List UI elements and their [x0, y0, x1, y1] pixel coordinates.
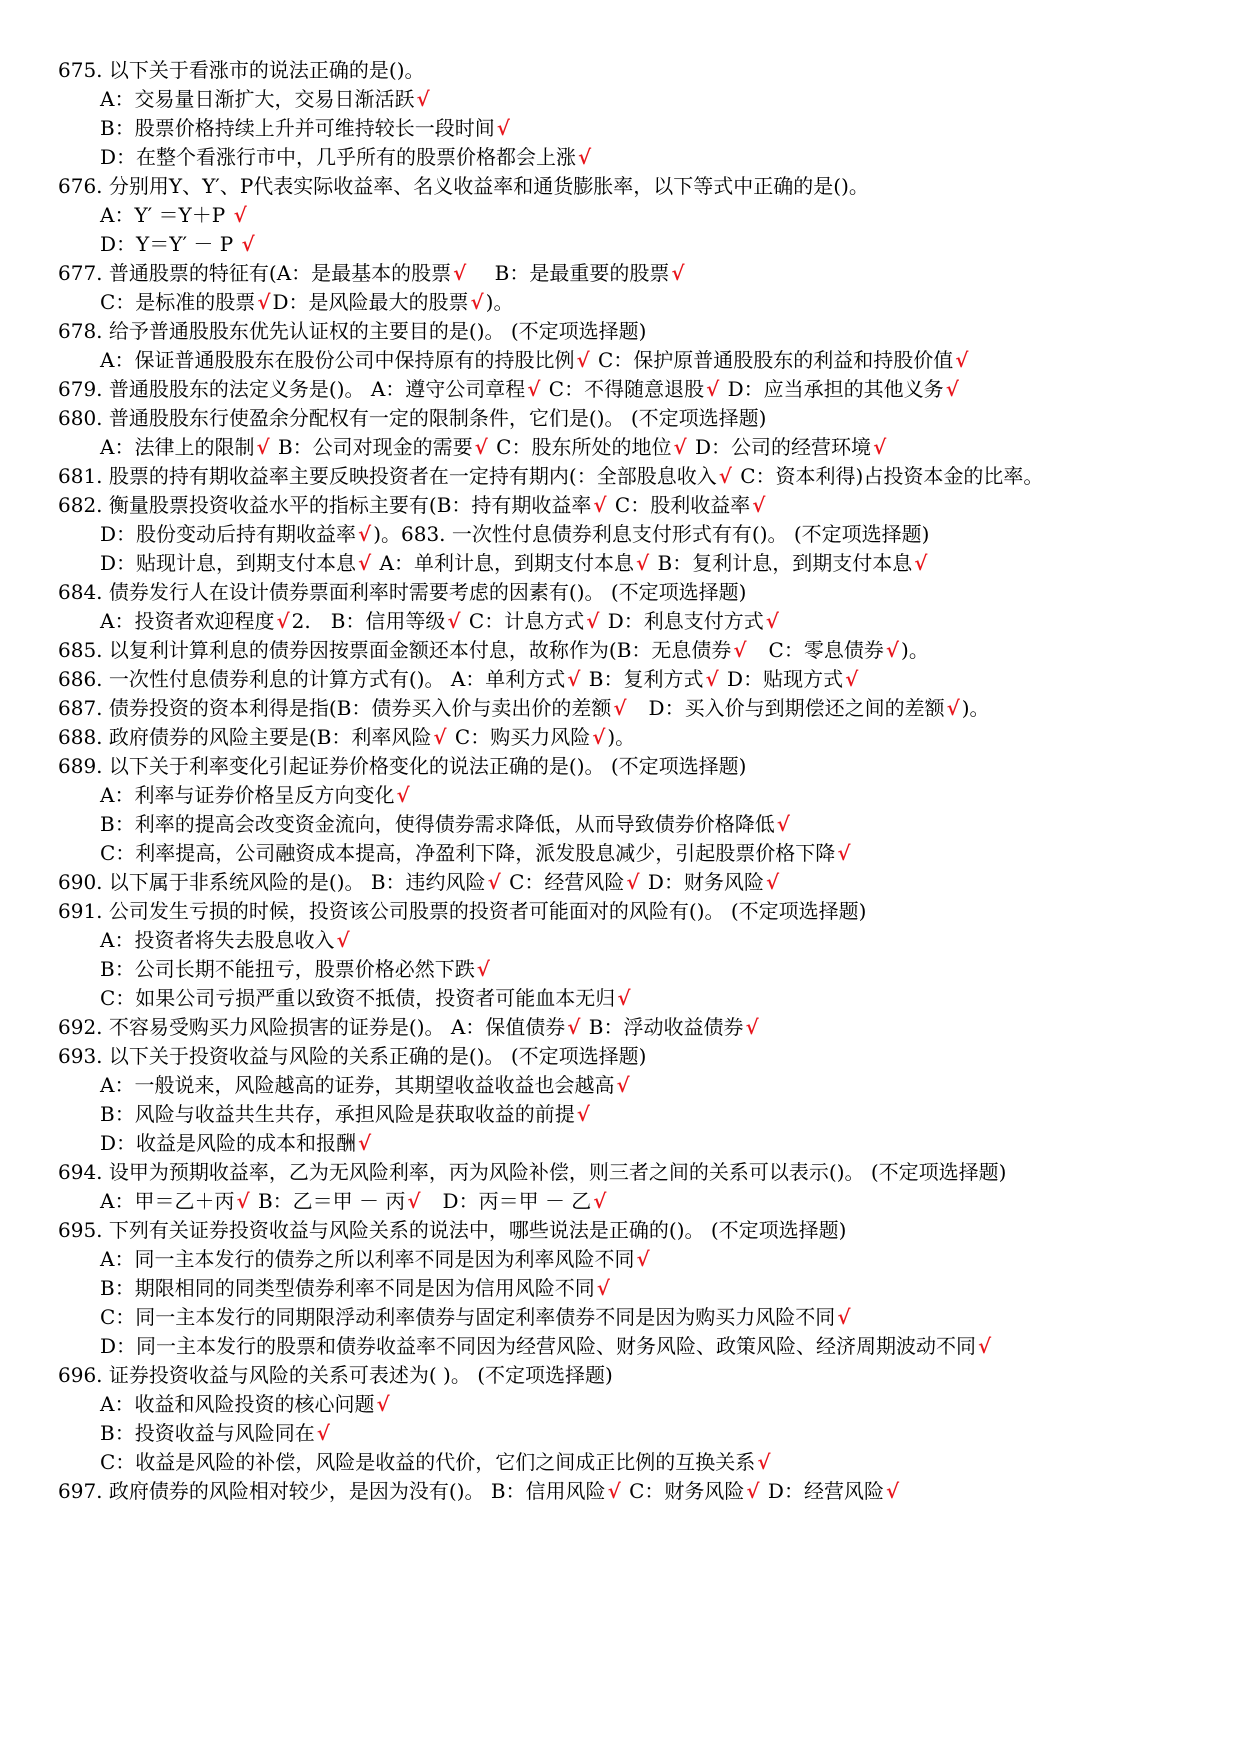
- text-segment: )。683. 一次性付息债券利息支付形式有有()。 (不定项选择题): [373, 522, 930, 546]
- checkmark-icon: √: [233, 203, 247, 227]
- text-segment: 682. 衡量股票投资收益水平的指标主要有(B：持有期收益率: [58, 493, 592, 517]
- checkmark-icon: √: [845, 667, 859, 691]
- checkmark-icon: √: [527, 377, 541, 401]
- checkmark-icon: √: [752, 493, 766, 517]
- text-segment: A：投资者欢迎程度: [100, 609, 275, 633]
- option-line: [100, 141, 593, 173]
- option-line: [100, 1243, 652, 1275]
- option-line: [100, 837, 852, 869]
- text-segment: 685. 以复利计算利息的债券因按票面金额还本付息，故称作为(B：无息债券: [58, 638, 732, 662]
- text-segment: C：如果公司亏损严重以致资不抵债，投资者可能血本无归: [100, 986, 616, 1010]
- question-line: [58, 692, 990, 724]
- checkmark-icon: √: [757, 1450, 771, 1474]
- checkmark-icon: √: [487, 870, 501, 894]
- question-line: [58, 257, 687, 289]
- checkmark-icon: √: [706, 377, 720, 401]
- option-line: [100, 518, 929, 550]
- text-segment: 676. 分别用Y、Y′、P代表实际收益率、名义收益率和通货膨胀率，以下等式中正确的是()。: [58, 174, 869, 198]
- checkmark-icon: √: [578, 145, 592, 169]
- text-segment: B：公司长期不能扭亏，股票价格必然下跌: [100, 957, 475, 981]
- text-segment: C：经营风险: [502, 870, 625, 894]
- text-segment: D：贴现方式: [720, 667, 844, 691]
- text-segment: C：利率提高，公司融资成本提高，净盈利下降，派发股息减少，引起股票价格下降: [100, 841, 836, 865]
- text-segment: B：复利计息，到期支付本息: [651, 551, 913, 575]
- checkmark-icon: √: [671, 261, 685, 285]
- text-segment: B：利率的提高会改变资金流向，使得债券需求降低，从而导致债券价格降低: [100, 812, 775, 836]
- text-segment: 684. 债券发行人在设计债券票面利率时需要考虑的因素有()。 (不定项选择题): [58, 580, 747, 604]
- text-segment: A：单利计息，到期支付本息: [373, 551, 635, 575]
- checkmark-icon: √: [593, 1189, 607, 1213]
- checkmark-icon: √: [407, 1189, 421, 1213]
- checkmark-icon: √: [885, 1479, 900, 1503]
- checkmark-icon: √: [607, 1479, 621, 1503]
- text-segment: 677. 普通股票的特征有(A：是最基本的股票: [58, 261, 452, 285]
- text-segment: B：风险与收益共生共存，承担风险是获取收益的前提: [100, 1102, 575, 1126]
- checkmark-icon: √: [626, 870, 640, 894]
- text-segment: C：同一主本发行的同期限浮动利率债券与固定利率债券不同是因为购买力风险不同: [100, 1305, 836, 1329]
- text-segment: )。: [607, 725, 636, 749]
- checkmark-icon: √: [476, 957, 490, 981]
- text-segment: C：股东所处的地位: [489, 435, 672, 459]
- option-line: [100, 1301, 852, 1333]
- option-line: [100, 1330, 993, 1362]
- text-segment: 2. B：信用等级: [291, 609, 446, 633]
- checkmark-icon: √: [946, 696, 960, 720]
- text-segment: C：购买力风险: [448, 725, 591, 749]
- text-segment: A：甲＝乙＋丙: [100, 1189, 235, 1213]
- text-segment: 686. 一次性付息债券利息的计算方式有()。 A：单利方式: [58, 667, 566, 691]
- text-segment: B：是最重要的股票: [468, 261, 670, 285]
- checkmark-icon: √: [316, 1421, 330, 1445]
- checkmark-icon: √: [978, 1334, 992, 1358]
- option-line: [100, 228, 257, 260]
- text-segment: 681. 股票的持有期收益率主要反映投资者在一定持有期内(：全部股息收入: [58, 464, 717, 488]
- text-segment: A：一般说来，风险越高的证券，其期望收益收益也会越高: [100, 1073, 615, 1097]
- question-line: [58, 460, 1043, 492]
- checkmark-icon: √: [336, 928, 350, 952]
- text-segment: 690. 以下属于非系统风险的是()。 B：违约风险: [58, 870, 486, 894]
- text-segment: D：是风险最大的股票: [272, 290, 469, 314]
- text-segment: D：在整个看涨行市中，几乎所有的股票价格都会上涨: [100, 145, 577, 169]
- question-line: [58, 315, 646, 347]
- text-segment: 688. 政府债券的风险主要是(B：利率风险: [58, 725, 432, 749]
- text-segment: 691. 公司发生亏损的时候，投资该公司股票的投资者可能面对的风险有()。 (不定项选择题): [58, 899, 867, 923]
- text-segment: 678. 给予普通股股东优先认证权的主要目的是()。 (不定项选择题): [58, 319, 647, 343]
- text-segment: 693. 以下关于投资收益与风险的关系正确的是()。 (不定项选择题): [58, 1044, 647, 1068]
- checkmark-icon: √: [914, 551, 928, 575]
- checkmark-icon: √: [276, 609, 290, 633]
- text-segment: B：乙＝甲 － 丙: [251, 1189, 406, 1213]
- option-line: [100, 431, 888, 463]
- text-segment: B：股票价格持续上升并可维持较长一段时间: [100, 116, 495, 140]
- text-segment: C：保护原普通股股东的利益和持股价值: [591, 348, 954, 372]
- text-segment: D：Y＝Y′ － P: [100, 232, 240, 256]
- checkmark-icon: √: [576, 1102, 590, 1126]
- text-segment: 687. 债券投资的资本利得是指(B：债券买入价与卖出价的差额: [58, 696, 612, 720]
- option-line: [100, 808, 792, 840]
- question-line: [58, 895, 866, 927]
- text-segment: A：利率与证券价格呈反方向变化: [100, 783, 395, 807]
- checkmark-icon: √: [616, 1073, 630, 1097]
- question-line: [58, 1214, 846, 1246]
- text-segment: A：保证普通股股东在股份公司中保持原有的持股比例: [100, 348, 575, 372]
- question-line: [58, 750, 746, 782]
- text-segment: 680. 普通股股东行使盈余分配权有一定的限制条件，它们是()。 (不定项选择题): [58, 406, 767, 430]
- text-segment: D：贴现计息，到期支付本息: [100, 551, 357, 575]
- checkmark-icon: √: [358, 522, 372, 546]
- text-segment: 675. 以下关于看涨市的说法正确的是()。: [58, 58, 425, 82]
- text-segment: 695. 下列有关证券投资收益与风险关系的说法中，哪些说法是正确的()。 (不定项选择题): [58, 1218, 847, 1242]
- text-segment: A：投资者将失去股息收入: [100, 928, 335, 952]
- text-segment: C：收益是风险的补偿，风险是收益的代价，它们之间成正比例的互换关系: [100, 1450, 756, 1474]
- text-segment: A：交易量日渐扩大，交易日渐活跃: [100, 87, 415, 111]
- option-line: [100, 1388, 392, 1420]
- checkmark-icon: √: [636, 1247, 650, 1271]
- text-segment: )。: [901, 638, 929, 662]
- text-segment: 696. 证券投资收益与风险的关系可表述为( )。 (不定项选择题): [58, 1363, 613, 1387]
- text-segment: D：利息支付方式: [601, 609, 764, 633]
- checkmark-icon: √: [776, 812, 790, 836]
- checkmark-icon: √: [765, 609, 779, 633]
- option-line: [100, 924, 352, 956]
- checkmark-icon: √: [955, 348, 969, 372]
- option-line: [100, 982, 632, 1014]
- text-segment: C：不得随意退股: [542, 377, 705, 401]
- text-segment: A：同一主本发行的债券之所以利率不同是因为利率风险不同: [100, 1247, 635, 1271]
- checkmark-icon: √: [396, 783, 410, 807]
- text-segment: D：同一主本发行的股票和债券收益率不同因为经营风险、财务风险、政策风险、经济周期波动不同: [100, 1334, 977, 1358]
- text-segment: D：应当承担的其他义务: [721, 377, 944, 401]
- question-line: [58, 373, 961, 405]
- option-line: [100, 199, 249, 231]
- option-line: [100, 779, 412, 811]
- question-line: [58, 170, 869, 202]
- checkmark-icon: √: [256, 435, 270, 459]
- text-segment: A：收益和风险投资的核心问题: [100, 1392, 375, 1416]
- text-segment: D：丙＝甲 － 乙: [422, 1189, 592, 1213]
- checkmark-icon: √: [447, 609, 461, 633]
- option-line: [100, 1185, 608, 1217]
- text-segment: D：收益是风险的成本和报酬: [100, 1131, 357, 1155]
- option-line: [100, 112, 512, 144]
- checkmark-icon: √: [592, 725, 606, 749]
- checkmark-icon: √: [718, 464, 732, 488]
- question-line: [58, 489, 767, 521]
- text-segment: 694. 设甲为预期收益率，乙为无风险利率，丙为风险补偿，则三者之间的关系可以表示()。 (不定项选择题): [58, 1160, 1007, 1184]
- question-line: [58, 54, 425, 86]
- checkmark-icon: √: [358, 551, 372, 575]
- text-segment: B：期限相同的同类型债券利率不同是因为信用风险不同: [100, 1276, 595, 1300]
- option-line: [100, 1127, 373, 1159]
- text-segment: 689. 以下关于利率变化引起证券价格变化的说法正确的是()。 (不定项选择题): [58, 754, 747, 778]
- checkmark-icon: √: [576, 348, 590, 372]
- text-segment: D：股份变动后持有期收益率: [100, 522, 357, 546]
- option-line: [100, 286, 513, 318]
- text-segment: )。: [485, 290, 514, 314]
- checkmark-icon: √: [593, 493, 607, 517]
- text-segment: D：公司的经营环境: [688, 435, 872, 459]
- option-line: [100, 1098, 592, 1130]
- text-segment: 692. 不容易受购买力风险损害的证券是()。 A：保值债券: [58, 1015, 566, 1039]
- checkmark-icon: √: [885, 638, 900, 662]
- checkmark-icon: √: [433, 725, 447, 749]
- text-segment: B：浮动收益债券: [582, 1015, 744, 1039]
- checkmark-icon: √: [567, 667, 581, 691]
- checkmark-icon: √: [745, 1015, 759, 1039]
- question-line: [58, 1156, 1006, 1188]
- option-line: [100, 953, 492, 985]
- question-line: [58, 1040, 646, 1072]
- checkmark-icon: √: [453, 261, 467, 285]
- text-segment: C：股利收益率: [608, 493, 751, 517]
- question-line: [58, 402, 766, 434]
- option-line: [100, 83, 432, 115]
- checkmark-icon: √: [765, 870, 780, 894]
- text-segment: B：复利方式: [582, 667, 704, 691]
- checkmark-icon: √: [636, 551, 650, 575]
- question-line: [58, 1475, 901, 1507]
- checkmark-icon: √: [567, 1015, 581, 1039]
- option-line: [100, 344, 970, 376]
- text-segment: C：零息债券: [748, 638, 884, 662]
- checkmark-icon: √: [617, 986, 631, 1010]
- checkmark-icon: √: [257, 290, 271, 314]
- option-line: [100, 605, 781, 637]
- text-segment: C：资本利得)占投资本金的比率。: [733, 464, 1044, 488]
- question-line: [58, 576, 746, 608]
- text-segment: 679. 普通股股东的法定义务是()。 A：遵守公司章程: [58, 377, 526, 401]
- option-line: [100, 1069, 632, 1101]
- question-line: [58, 1359, 613, 1391]
- text-segment: D：财务风险: [641, 870, 764, 894]
- option-line: [100, 1272, 612, 1304]
- text-segment: 697. 政府债券的风险相对较少，是因为没有()。 B：信用风险: [58, 1479, 606, 1503]
- checkmark-icon: √: [873, 435, 887, 459]
- text-segment: )。: [961, 696, 990, 720]
- option-line: [100, 547, 929, 579]
- question-line: [58, 721, 635, 753]
- checkmark-icon: √: [596, 1276, 610, 1300]
- option-line: [100, 1446, 772, 1478]
- question-line: [58, 1011, 761, 1043]
- question-line: [58, 866, 781, 898]
- checkmark-icon: √: [236, 1189, 250, 1213]
- checkmark-icon: √: [474, 435, 488, 459]
- checkmark-icon: √: [733, 638, 747, 662]
- checkmark-icon: √: [416, 87, 430, 111]
- text-segment: D：买入价与到期偿还之间的差额: [628, 696, 945, 720]
- text-segment: C：财务风险: [622, 1479, 745, 1503]
- checkmark-icon: √: [470, 290, 484, 314]
- text-segment: D：经营风险: [761, 1479, 884, 1503]
- checkmark-icon: √: [837, 841, 851, 865]
- checkmark-icon: √: [376, 1392, 390, 1416]
- checkmark-icon: √: [746, 1479, 760, 1503]
- checkmark-icon: √: [496, 116, 510, 140]
- question-line: [58, 634, 929, 666]
- text-segment: B：投资收益与风险同在: [100, 1421, 315, 1445]
- checkmark-icon: √: [837, 1305, 851, 1329]
- text-segment: B：公司对现金的需要: [271, 435, 473, 459]
- text-segment: A：法律上的限制: [100, 435, 255, 459]
- question-line: [58, 663, 860, 695]
- text-segment: C：是标准的股票: [100, 290, 256, 314]
- checkmark-icon: √: [358, 1131, 372, 1155]
- checkmark-icon: √: [586, 609, 600, 633]
- checkmark-icon: √: [613, 696, 627, 720]
- checkmark-icon: √: [945, 377, 959, 401]
- checkmark-icon: √: [241, 232, 255, 256]
- text-segment: C：计息方式: [462, 609, 585, 633]
- option-line: [100, 1417, 332, 1449]
- checkmark-icon: √: [705, 667, 719, 691]
- checkmark-icon: √: [673, 435, 687, 459]
- text-segment: A：Y′ ＝Y＋P: [100, 203, 232, 227]
